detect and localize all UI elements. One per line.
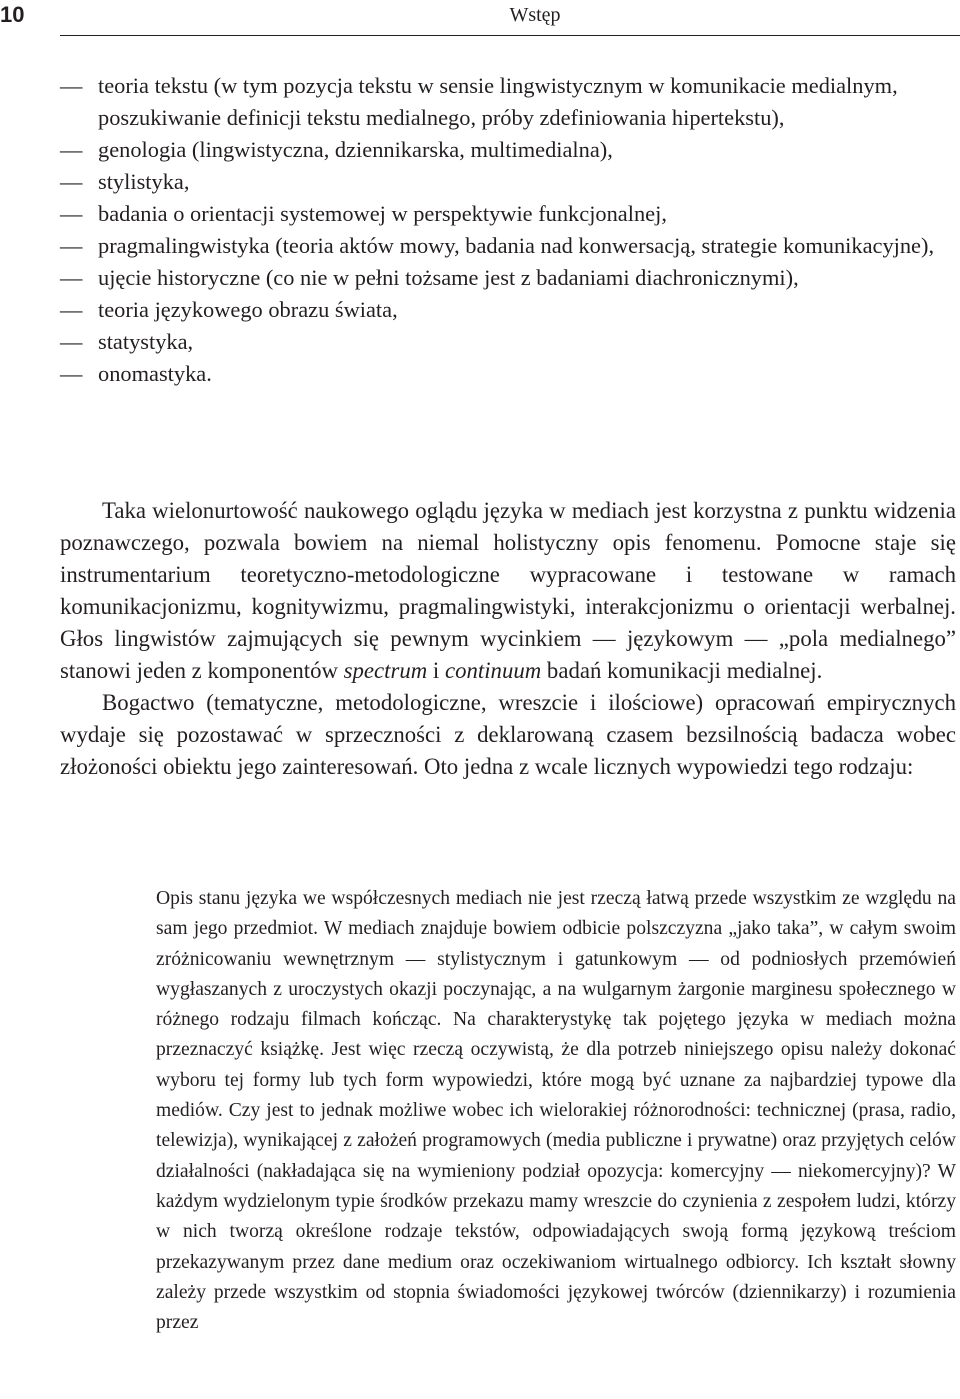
list-item [60,262,960,294]
block-quote [156,884,956,1338]
list-item-text: teoria tekstu (w tym pozycja tekstu w sensie lingwistycznym w komunikacie medialnym, poszukiwanie definicji tekstu medialnego, próby zdefiniowania hipertekstu), [98,73,898,130]
page-number: 10 [0,2,25,27]
paragraph-research-diversity [60,495,956,687]
italic-term-continuum: continuum [444,658,542,683]
running-title: Wstęp [509,4,561,26]
list-item [60,134,960,166]
list-item [60,166,960,198]
dash-marker: — [60,201,83,226]
list-item [60,294,960,326]
conjunction: i [432,658,440,683]
paragraph-text: Taka wielonurtowość naukowego oglądu języka w mediach jest korzystna z punktu widzenia poznawczego, pozwala bowiem na niemal holistyczny opis fenomenu. Pomocne staje się instrumentarium teoretyczno-metodologiczne wypracowane i testowane w ramach komunikacjonizmu, kognitywizmu, pragmalingwistyki, interakcjonizmu o orientacji werbalnej. Głos lingwistów zajmujących się pewnym wycinkiem — językowym — „pola medialnego” stanowi jeden z komponentów [60,498,956,683]
page-header [0,0,960,36]
dash-marker: — [60,329,83,354]
dash-marker: — [60,137,83,162]
dash-marker: — [60,73,83,98]
dash-marker: — [60,265,83,290]
list-item [60,70,960,134]
paragraph-empirical-studies: Bogactwo (tematyczne, metodologiczne, wreszcie i ilościowe) opracowań empirycznych wydaje się pozostawać w sprzeczności z deklarowaną czasem bezsilnością badacza wobec złożoności obiektu jego zainteresowań. Oto jedna z wcale licznych wypowiedzi tego rodzaju: [60,690,956,779]
dash-marker: — [60,297,83,322]
quote-text: Opis stanu języka we współczesnych mediach nie jest rzeczą łatwą przede wszystkim ze względu na sam jego przedmiot. W mediach znajduje bowiem odbicie polszczyzna „jako taka”, w całym swoim zróżnicowaniu wewnętrznym — stylistycznym i gatunkowym — od podniosłych przemówień wygłaszanych z uroczystych okazji poczynając, a na wulgarnym żargonie marginesu społecznego w różnego rodzaju filmach kończąc. Na charakterystykę tak pojętego języka w mediach można przeznaczyć książkę. Jest więc rzeczą oczywistą, że dla potrzeb niniejszego opisu należy dokonać wyboru tej formy lub tych form wypowiedzi, które mogą być uznane za najbardziej typowe dla mediów. Czy jest to jednak możliwe wobec ich wielorakiej różnorodności: technicznej (prasa, radio, telewizja), wynikającej z założeń programowych (media publiczne i prywatne) oraz przyjętych celów działalności (nakładająca się na wymieniony podział opozycja: komercyjny — niekomercyjny)? W każdym wydzielonym typie środków przekazu mamy wreszcie do czynienia z zespołem ludzi, którzy w nich tworzą określone rodzaje tekstów, odpowiadających swoją formą językową treściom przekazywanym przez dane medium oraz oczekiwaniom wirtualnego odbiorcy. Ich kształt słowny zależy przede wszystkim od stopnia świadomości językowej twórców (dziennikarzy) i rozumienia przez [156,888,956,1334]
list-item-text: genologia (lingwistyczna, dziennikarska, multimedialna), [98,137,613,162]
dash-marker: — [60,361,83,386]
list-item [60,198,960,230]
dash-marker: — [60,233,83,258]
list-item-text: badania o orientacji systemowej w perspektywie funkcjonalnej, [98,201,667,226]
list-item-text: onomastyka. [98,361,212,386]
body-text [60,495,956,783]
italic-term-spectrum: spectrum [343,658,428,683]
list-item-text: stylistyka, [98,169,190,194]
list-item-text: statystyka, [98,329,194,354]
paragraph-text: badań komunikacji medialnej. [546,658,823,683]
research-areas-list [60,70,960,390]
list-item [60,326,960,358]
list-item-text: ujęcie historyczne (co nie w pełni tożsame jest z badaniami diachronicznymi), [98,265,799,290]
list-item-text: teoria językowego obrazu świata, [98,297,398,322]
header-rule [60,35,960,36]
list-item-text: pragmalingwistyka (teoria aktów mowy, badania nad konwersacją, strategie komunikacyjne), [98,233,935,258]
dash-marker: — [60,169,83,194]
list-item [60,230,960,262]
list-item [60,358,960,390]
